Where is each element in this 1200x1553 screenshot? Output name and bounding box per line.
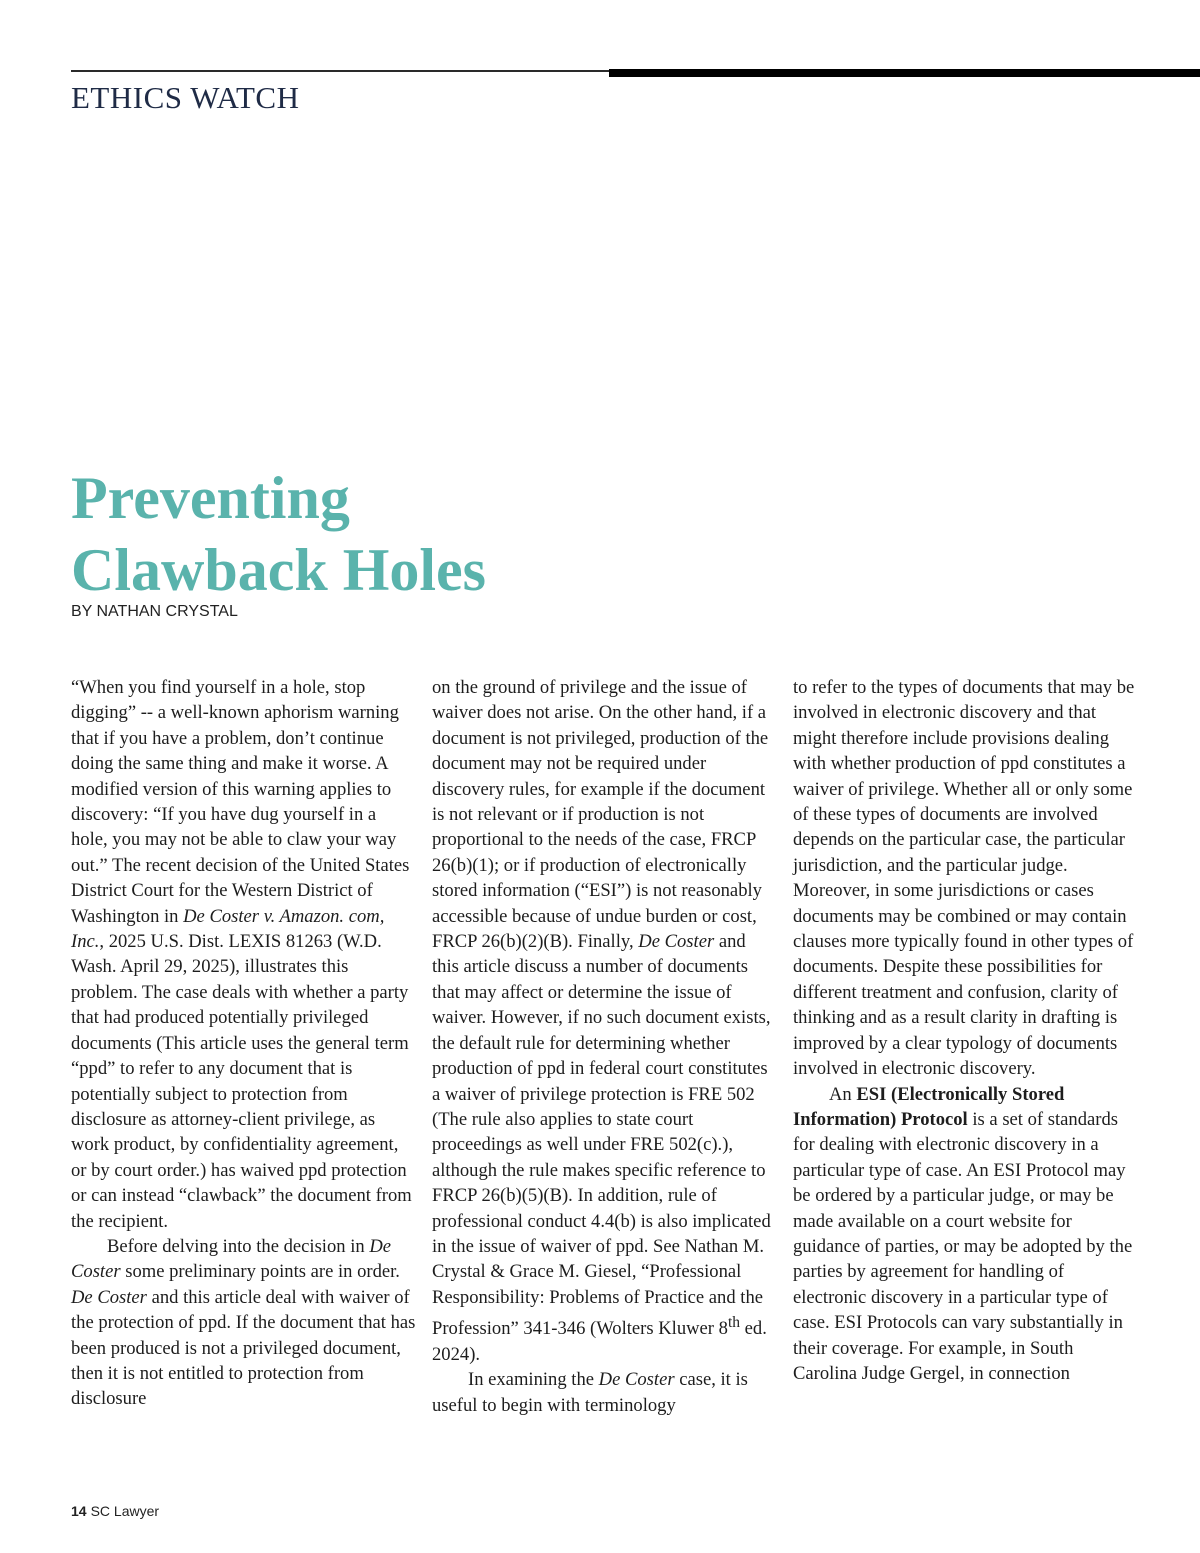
paragraph: In examining the De Coster case, it is useful to begin with terminology [432,1369,748,1416]
superscript: th [727,1314,741,1332]
section-label: ETHICS WATCH [71,80,300,115]
paragraph: An ESI (Electronically Stored Information) Protocol is a set of standards for dealing with electronic discovery in a particular type of case. An ESI Protocol may be ordered by a particular judge, or may be made available on a court website for guidance of parties, or may be adopted by the parties by agreement for handling of electronic discovery in a particular type of case. ESI Protocols can vary substantially in their coverage. For example, in South Carolina Judge Gergel, in connection [793,1083,1133,1384]
case-name: De Coster [71,1235,392,1283]
defined-term: ESI (Electronically Stored Information) Protocol [793,1083,1065,1130]
header-rule-thin [71,70,611,72]
article-title [71,462,486,606]
column-3 [793,675,1138,1386]
paragraph: to refer to the types of documents that may be involved in electronic discovery and that might therefore include provisions dealing with whether production of ppd constitutes a waiver of privilege. Whether all or only some of these types of documents are involved depends on the particular case, the particular jurisdiction, and the particular judge. Moreover, in some jurisdictions or cases documents may be combined or may contain clauses more typically found in other types of documents. Despite these possibilities for different treatment and confusion, clarity of thinking and as a result clarity in drafting is improved by a clear typology of documents involved in electronic discovery. [793,677,1135,1080]
title-line-1: Preventing [71,465,350,531]
case-name: De Coster v. Amazon. com, Inc. [71,905,385,953]
case-name: De Coster [71,1286,147,1308]
page-number: 14 [71,1503,87,1519]
case-name: De Coster [638,931,715,953]
column-1 [71,675,416,1412]
paragraph: Before delving into the decision in De Coster some preliminary points are in order. De Coster and this article deal with waiver of the protection of ppd. If the document that has been produced is not a privileged document, then it is not entitled to protection from disclosure [71,1235,416,1410]
paragraph: “When you find yourself in a hole, stop digging” -- a well-known aphorism warning that if you have a problem, don’t continue doing the same thing and make it worse. A modified version of this warning applies to discovery: “If you have dug yourself in a hole, you may not be able to claw your way out.” The recent decision of the United States District Court for the Western District of Washington in De Coster v. Amazon. com, Inc., 2025 U.S. Dist. LEXIS 81263 (W.D. Wash. April 29, 2025), illustrates this problem. The case deals with whether a party that had produced potentially privileged documents (This article uses the general term “ppd” to refer to any document that is potentially subject to protection from disclosure as attorney-client privilege, as work product, by confidentiality agreement, or by court order.) has waived ppd protection or can instead “clawback” the document from the recipient. [71,677,412,1232]
page-folio [71,1503,159,1519]
paragraph: on the ground of privilege and the issue of waiver does not arise. On the other hand, if a document is not privileged, production of the document may not be required under discovery rules, for example if the document is not relevant or if production is not proportional to the needs of the case, FRCP 26(b)(1); or if production of electronically stored information (“ESI”) is not reasonably accessible because of undue burden or cost, FRCP 26(b)(2)(B). Finally, De Coster and this article discuss a number of documents that may affect or determine the issue of waiver. However, if no such document exists, the default rule for determining whether production of ppd in federal court constitutes a waiver of privilege protection is FRE 502 (The rule also applies to state court proceedings as well under FRE 502(c).), although the rule makes specific reference to FRCP 26(b)(5)(B). In addition, rule of professional conduct 4.4(b) is also implicated in the issue of waiver of ppd. See Nathan M. Crystal & Grace M. Giesel, “Professional Responsibility: Problems of Practice and the Profession” 341-346 (Wolters Kluwer 8th ed. 2024). [432,677,771,1365]
column-2 [432,675,777,1418]
header-rule-thick [609,69,1200,77]
byline: BY NATHAN CRYSTAL [71,603,238,620]
title-line-2: Clawback Holes [71,537,487,603]
case-name: De Coster [598,1369,675,1391]
publication-name: SC Lawyer [90,1503,160,1519]
